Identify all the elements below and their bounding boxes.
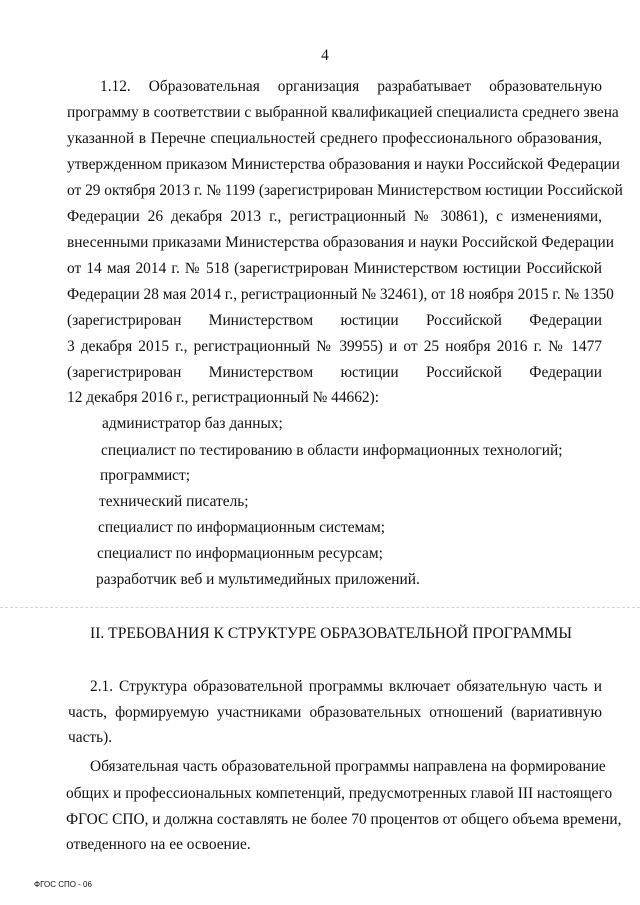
footer-label: ФГОС СПО - 06 bbox=[34, 880, 92, 889]
section-heading: II. ТРЕБОВАНИЯ К СТРУКТУРЕ ОБРАЗОВАТЕЛЬНОЙ ПРОГРАММЫ bbox=[90, 625, 573, 642]
text-line: указанной в Перечне специальностей среднего профессионального образования, bbox=[67, 130, 602, 147]
list-item: разработчик веб и мультимедийных приложений. bbox=[96, 571, 420, 588]
list-item: специалист по тестированию в области информационных технологий; bbox=[101, 442, 563, 459]
list-item: программист; bbox=[100, 467, 191, 484]
text-line: ФГОС СПО, и должна составлять не более 70 процентов от общего объема времени, bbox=[66, 811, 622, 828]
list-item: администратор баз данных; bbox=[102, 415, 283, 432]
text-line: часть). bbox=[68, 729, 113, 746]
text-line: общих и профессиональных компетенций, предусмотренных главой III настоящего bbox=[66, 785, 613, 802]
list-item: специалист по информационным системам; bbox=[98, 519, 386, 536]
text-line: часть, формируемую участниками образовательных отношений (вариативную bbox=[68, 704, 602, 721]
text-line: Федерации 26 декабря 2013 г., регистрационный № 30861), с изменениями, bbox=[67, 208, 602, 225]
text-line: утвержденном приказом Министерства образования и науки Российской Федерации bbox=[67, 156, 620, 173]
list-item: специалист по информационным ресурсам; bbox=[97, 545, 383, 562]
text-line: от 29 октября 2013 г. № 1199 (зарегистрирован Министерством юстиции Российской bbox=[67, 182, 623, 199]
text-line: (зарегистрирован Министерством юстиции Российской Федерации bbox=[67, 364, 602, 381]
text-line: внесенными приказами Министерства образования и науки Российской Федерации bbox=[67, 234, 614, 251]
text-line: (зарегистрирован Министерством юстиции Российской Федерации bbox=[67, 312, 602, 329]
text-line: 1.12. Образовательная организация разрабатывает образовательную bbox=[100, 78, 602, 95]
page-number: 4 bbox=[321, 47, 329, 64]
text-line: Обязательная часть образовательной программы направлена на формирование bbox=[90, 758, 606, 775]
text-line: отведенного на ее освоение. bbox=[66, 836, 251, 853]
text-line: программу в соответствии с выбранной квалификацией специалиста среднего звена bbox=[67, 104, 619, 121]
text-line: 3 декабря 2015 г., регистрационный № 39955) и от 25 ноября 2016 г. № 1477 bbox=[67, 338, 602, 355]
list-item: технический писатель; bbox=[99, 493, 249, 510]
text-line: Федерации 28 мая 2014 г., регистрационный № 32461), от 18 ноября 2015 г. № 1350 bbox=[67, 286, 614, 303]
text-line: 12 декабря 2016 г., регистрационный № 44662): bbox=[67, 389, 379, 406]
text-line: 2.1. Структура образовательной программы включает обязательную часть и bbox=[90, 678, 602, 695]
text-line: от 14 мая 2014 г. № 518 (зарегистрирован Министерством юстиции Российской bbox=[67, 260, 602, 277]
scan-artifact-line bbox=[0, 607, 640, 608]
